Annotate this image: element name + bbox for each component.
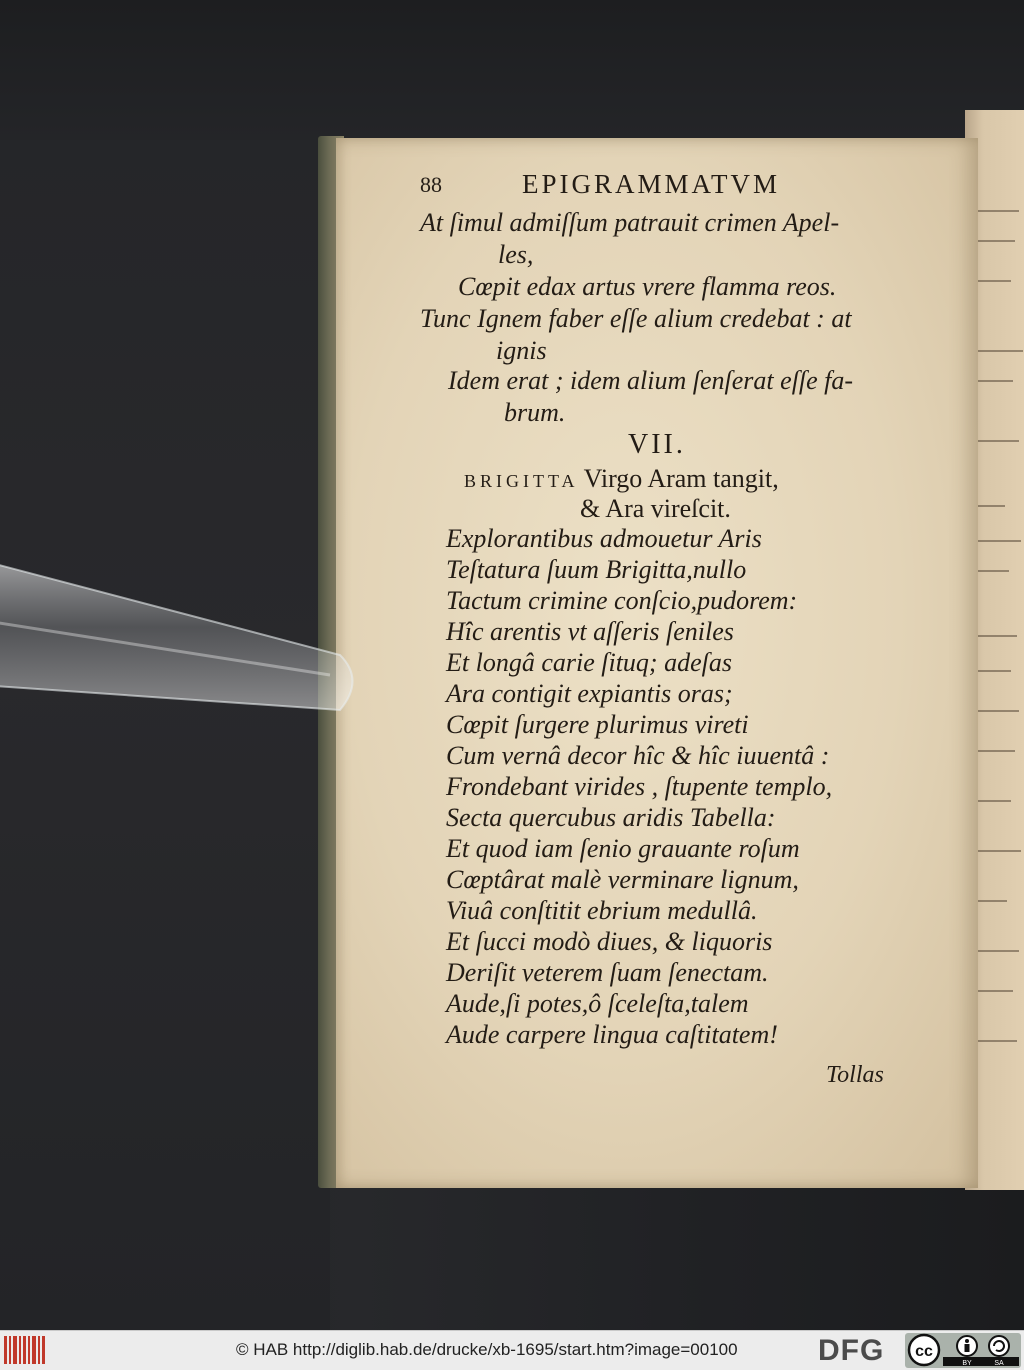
folio-number: 88	[420, 172, 442, 197]
text-line: brum.	[504, 398, 566, 427]
section-title-line1	[464, 464, 779, 494]
poem-line: Et quod iam ſenio grauante roſum	[446, 834, 800, 863]
poem-line: Explorantibus admouetur Aris	[446, 524, 762, 553]
text-line: Cœpit edax artus vrere flamma reos.	[458, 272, 837, 301]
title-rest: Virgo Aram tangit,	[583, 464, 779, 493]
dfg-logo: DFG	[818, 1334, 885, 1367]
text-line: Tunc Ignem faber eſſe alium credebat : at	[420, 304, 852, 333]
poem-line: Et ſucci modò diues, & liquoris	[446, 927, 773, 956]
poem-line: Cœpit ſurgere plurimus vireti	[446, 710, 749, 739]
poem-line: Cum vernâ decor hîc & hîc iuuentâ :	[446, 741, 830, 770]
poem-line: Teſtatura ſuum Brigitta,nullo	[446, 555, 747, 584]
catchword: Tollas	[826, 1062, 884, 1088]
running-head: EPIGRAMMATVM	[522, 169, 781, 199]
poem-line: Hîc arentis vt aſſeris ſeniles	[446, 617, 734, 646]
svg-text:cc: cc	[915, 1343, 933, 1360]
text-line: ignis	[496, 336, 547, 365]
poem-line: Frondebant virides , ſtupente templo,	[446, 772, 833, 801]
book-page	[336, 138, 978, 1188]
text-line: les,	[498, 240, 534, 269]
dark-cloth-top	[0, 0, 1024, 140]
svg-text:BY: BY	[962, 1360, 972, 1367]
poem-line: Ara contigit expiantis oras;	[446, 679, 733, 708]
hab-logo-icon	[4, 1334, 48, 1366]
poem-line: Tactum crimine conſcio,pudorem:	[446, 586, 798, 615]
section-title-line2: & Ara vireſcit.	[580, 494, 731, 523]
title-small-caps: BRIGITTA	[464, 471, 579, 491]
poem-line: Viuâ conſtitit ebrium medullâ.	[446, 896, 758, 925]
text-line: At ſimul admiſſum patrauit crimen Apel-	[420, 208, 840, 237]
credit-link[interactable]: © HAB http://diglib.hab.de/drucke/xb-1695/start.htm?image=00100	[236, 1340, 738, 1359]
svg-text:SA: SA	[994, 1360, 1004, 1367]
section-number: VII.	[628, 429, 686, 460]
poem-line: Aude,ſi potes,ô ſceleſta,talem	[446, 989, 749, 1018]
cc-by-sa-icon[interactable]	[905, 1333, 1021, 1368]
poem-line: Secta quercubus aridis Tabella:	[446, 803, 776, 832]
poem-line: Deriſit veterem ſuam ſenectam.	[446, 958, 769, 987]
text-line: Idem erat ; idem alium ſenſerat eſſe fa-	[448, 366, 854, 395]
poem-line: Aude carpere lingua caſtitatem!	[446, 1020, 778, 1049]
footer-bar	[0, 1330, 1024, 1370]
dark-cloth-left	[0, 0, 330, 1330]
poem-line: Et longâ carie ſituq; adeſas	[446, 648, 732, 677]
poem-line: Cœptârat malè verminare lignum,	[446, 865, 799, 894]
